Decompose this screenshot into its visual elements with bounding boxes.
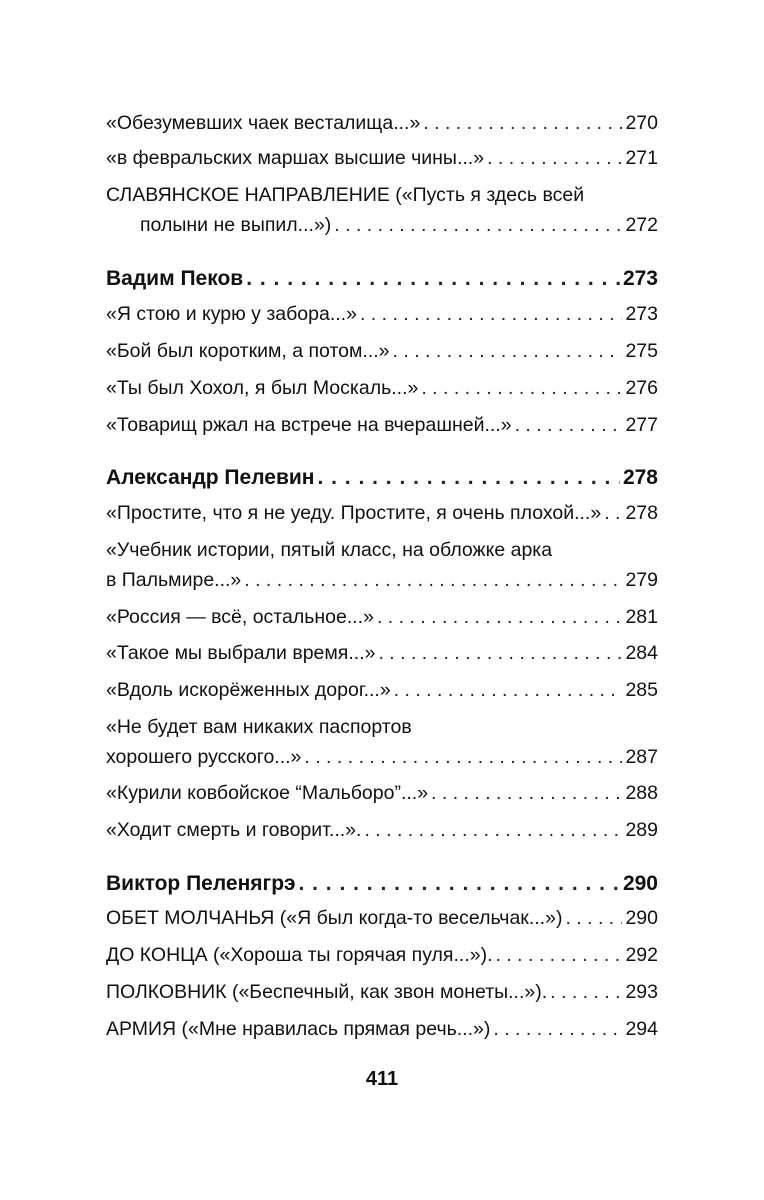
toc-entry bbox=[106, 815, 658, 845]
toc-entry bbox=[106, 336, 658, 366]
author-name: Александр Пелевин bbox=[106, 466, 315, 489]
entry-page: 290 bbox=[625, 907, 658, 929]
toc-entry bbox=[106, 1014, 658, 1044]
entry-title: ПОЛКОВНИК («Беспечный, как звон монеты...»). bbox=[106, 981, 548, 1003]
toc-entry bbox=[106, 903, 658, 933]
entry-page: 270 bbox=[625, 112, 658, 134]
entry-page: 292 bbox=[625, 944, 658, 966]
entry-page: 288 bbox=[625, 782, 658, 804]
entry-title-line1: «Учебник истории, пятый класс, на обложке арка bbox=[106, 539, 553, 561]
dot-leader bbox=[515, 410, 623, 440]
toc-entry bbox=[106, 712, 658, 772]
dot-leader bbox=[431, 778, 622, 808]
dot-leader bbox=[378, 638, 622, 668]
toc-entry bbox=[106, 410, 658, 440]
entry-page: 285 bbox=[625, 679, 658, 701]
toc-entry bbox=[106, 535, 658, 595]
entry-title: «Я стою и курю у забора...» bbox=[106, 303, 357, 325]
entry-title: «Ты был Хохол, я был Москаль...» bbox=[106, 377, 419, 399]
author-name: Виктор Пеленягрэ bbox=[106, 872, 296, 895]
entry-title: ДО КОНЦА («Хороша ты горячая пуля...»). bbox=[106, 944, 493, 966]
entry-page: 281 bbox=[625, 606, 658, 628]
entry-title: «Курили ковбойское “Мальборо”...» bbox=[106, 782, 429, 804]
dot-leader bbox=[360, 299, 623, 329]
dot-leader bbox=[377, 602, 623, 632]
entry-title: «Ходит смерть и говорит...». bbox=[106, 819, 362, 841]
dot-leader bbox=[298, 869, 620, 899]
dot-leader bbox=[364, 815, 622, 845]
entry-title-line2: полыни не выпил...») bbox=[140, 214, 332, 236]
entry-title-line2: в Пальмире...» bbox=[106, 569, 242, 591]
dot-leader bbox=[246, 264, 620, 294]
entry-page: 271 bbox=[625, 147, 658, 169]
author-name: Вадим Пеков bbox=[106, 267, 244, 290]
toc-author bbox=[106, 463, 658, 493]
author-page: 273 bbox=[622, 267, 658, 290]
toc-entry bbox=[106, 940, 658, 970]
entry-title: «Россия — всё, остальное...» bbox=[106, 606, 374, 628]
dot-leader bbox=[317, 463, 620, 493]
entry-page: 276 bbox=[625, 377, 658, 399]
dot-leader bbox=[394, 675, 623, 705]
entry-title: «в февральских маршах высшие чины...» bbox=[106, 147, 485, 169]
entry-page: 279 bbox=[625, 569, 658, 591]
dot-leader bbox=[334, 210, 622, 240]
entry-page: 275 bbox=[625, 340, 658, 362]
dot-leader bbox=[244, 565, 622, 595]
toc-author bbox=[106, 264, 658, 294]
toc-entry bbox=[106, 373, 658, 403]
dot-leader bbox=[493, 1014, 622, 1044]
entry-title-line1: «Не будет вам никаких паспортов bbox=[106, 716, 412, 738]
entry-page: 284 bbox=[625, 642, 658, 664]
dot-leader bbox=[421, 373, 622, 403]
entry-title: «Такое мы выбрали время...» bbox=[106, 642, 376, 664]
entry-title-line1: СЛАВЯНСКОЕ НАПРАВЛЕНИЕ («Пусть я здесь всей bbox=[106, 184, 585, 206]
page-number: 411 bbox=[365, 1068, 399, 1090]
entry-title: «Товарищ ржал на встрече на вчерашней...» bbox=[106, 414, 512, 436]
entry-title-line2: хорошего русского...» bbox=[106, 746, 302, 768]
entry-title: «Вдоль искорёженных дорог...» bbox=[106, 679, 391, 701]
entry-title: ОБЕТ МОЛЧАНЬЯ («Я был когда-то весельчак...») bbox=[106, 907, 563, 929]
entry-title: «Обезумевших чаек весталища...» bbox=[106, 112, 421, 134]
dot-leader bbox=[565, 903, 622, 933]
author-page: 278 bbox=[622, 466, 658, 489]
toc-entry bbox=[106, 180, 658, 240]
dot-leader bbox=[550, 977, 622, 1007]
toc-entry bbox=[106, 299, 658, 329]
entry-page: 293 bbox=[625, 981, 658, 1003]
entry-page: 289 bbox=[625, 819, 658, 841]
toc-entry bbox=[106, 977, 658, 1007]
entry-title: «Бой был коротким, а потом...» bbox=[106, 340, 390, 362]
dot-leader bbox=[423, 108, 622, 138]
toc-entry bbox=[106, 602, 658, 632]
entry-page: 287 bbox=[625, 746, 658, 768]
dot-leader bbox=[496, 940, 623, 970]
entry-page: 277 bbox=[625, 414, 658, 436]
toc-entry bbox=[106, 638, 658, 668]
toc-entry bbox=[106, 498, 658, 528]
dot-leader bbox=[393, 336, 623, 366]
entry-title: «Простите, что я не уеду. Простите, я очень плохой...» bbox=[106, 502, 602, 524]
entry-page: 273 bbox=[625, 303, 658, 325]
author-page: 290 bbox=[622, 872, 658, 895]
entry-title: АРМИЯ («Мне нравилась прямая речь...») bbox=[106, 1018, 491, 1040]
toc-entry bbox=[106, 143, 658, 173]
dot-leader bbox=[487, 143, 622, 173]
entry-page: 272 bbox=[625, 214, 658, 236]
dot-leader bbox=[304, 742, 622, 772]
entry-page: 278 bbox=[625, 502, 658, 524]
entry-page: 294 bbox=[625, 1018, 658, 1040]
toc-author bbox=[106, 869, 658, 899]
dot-leader bbox=[604, 498, 622, 528]
toc-entry bbox=[106, 778, 658, 808]
toc-entry bbox=[106, 675, 658, 705]
toc-entry bbox=[106, 108, 658, 138]
